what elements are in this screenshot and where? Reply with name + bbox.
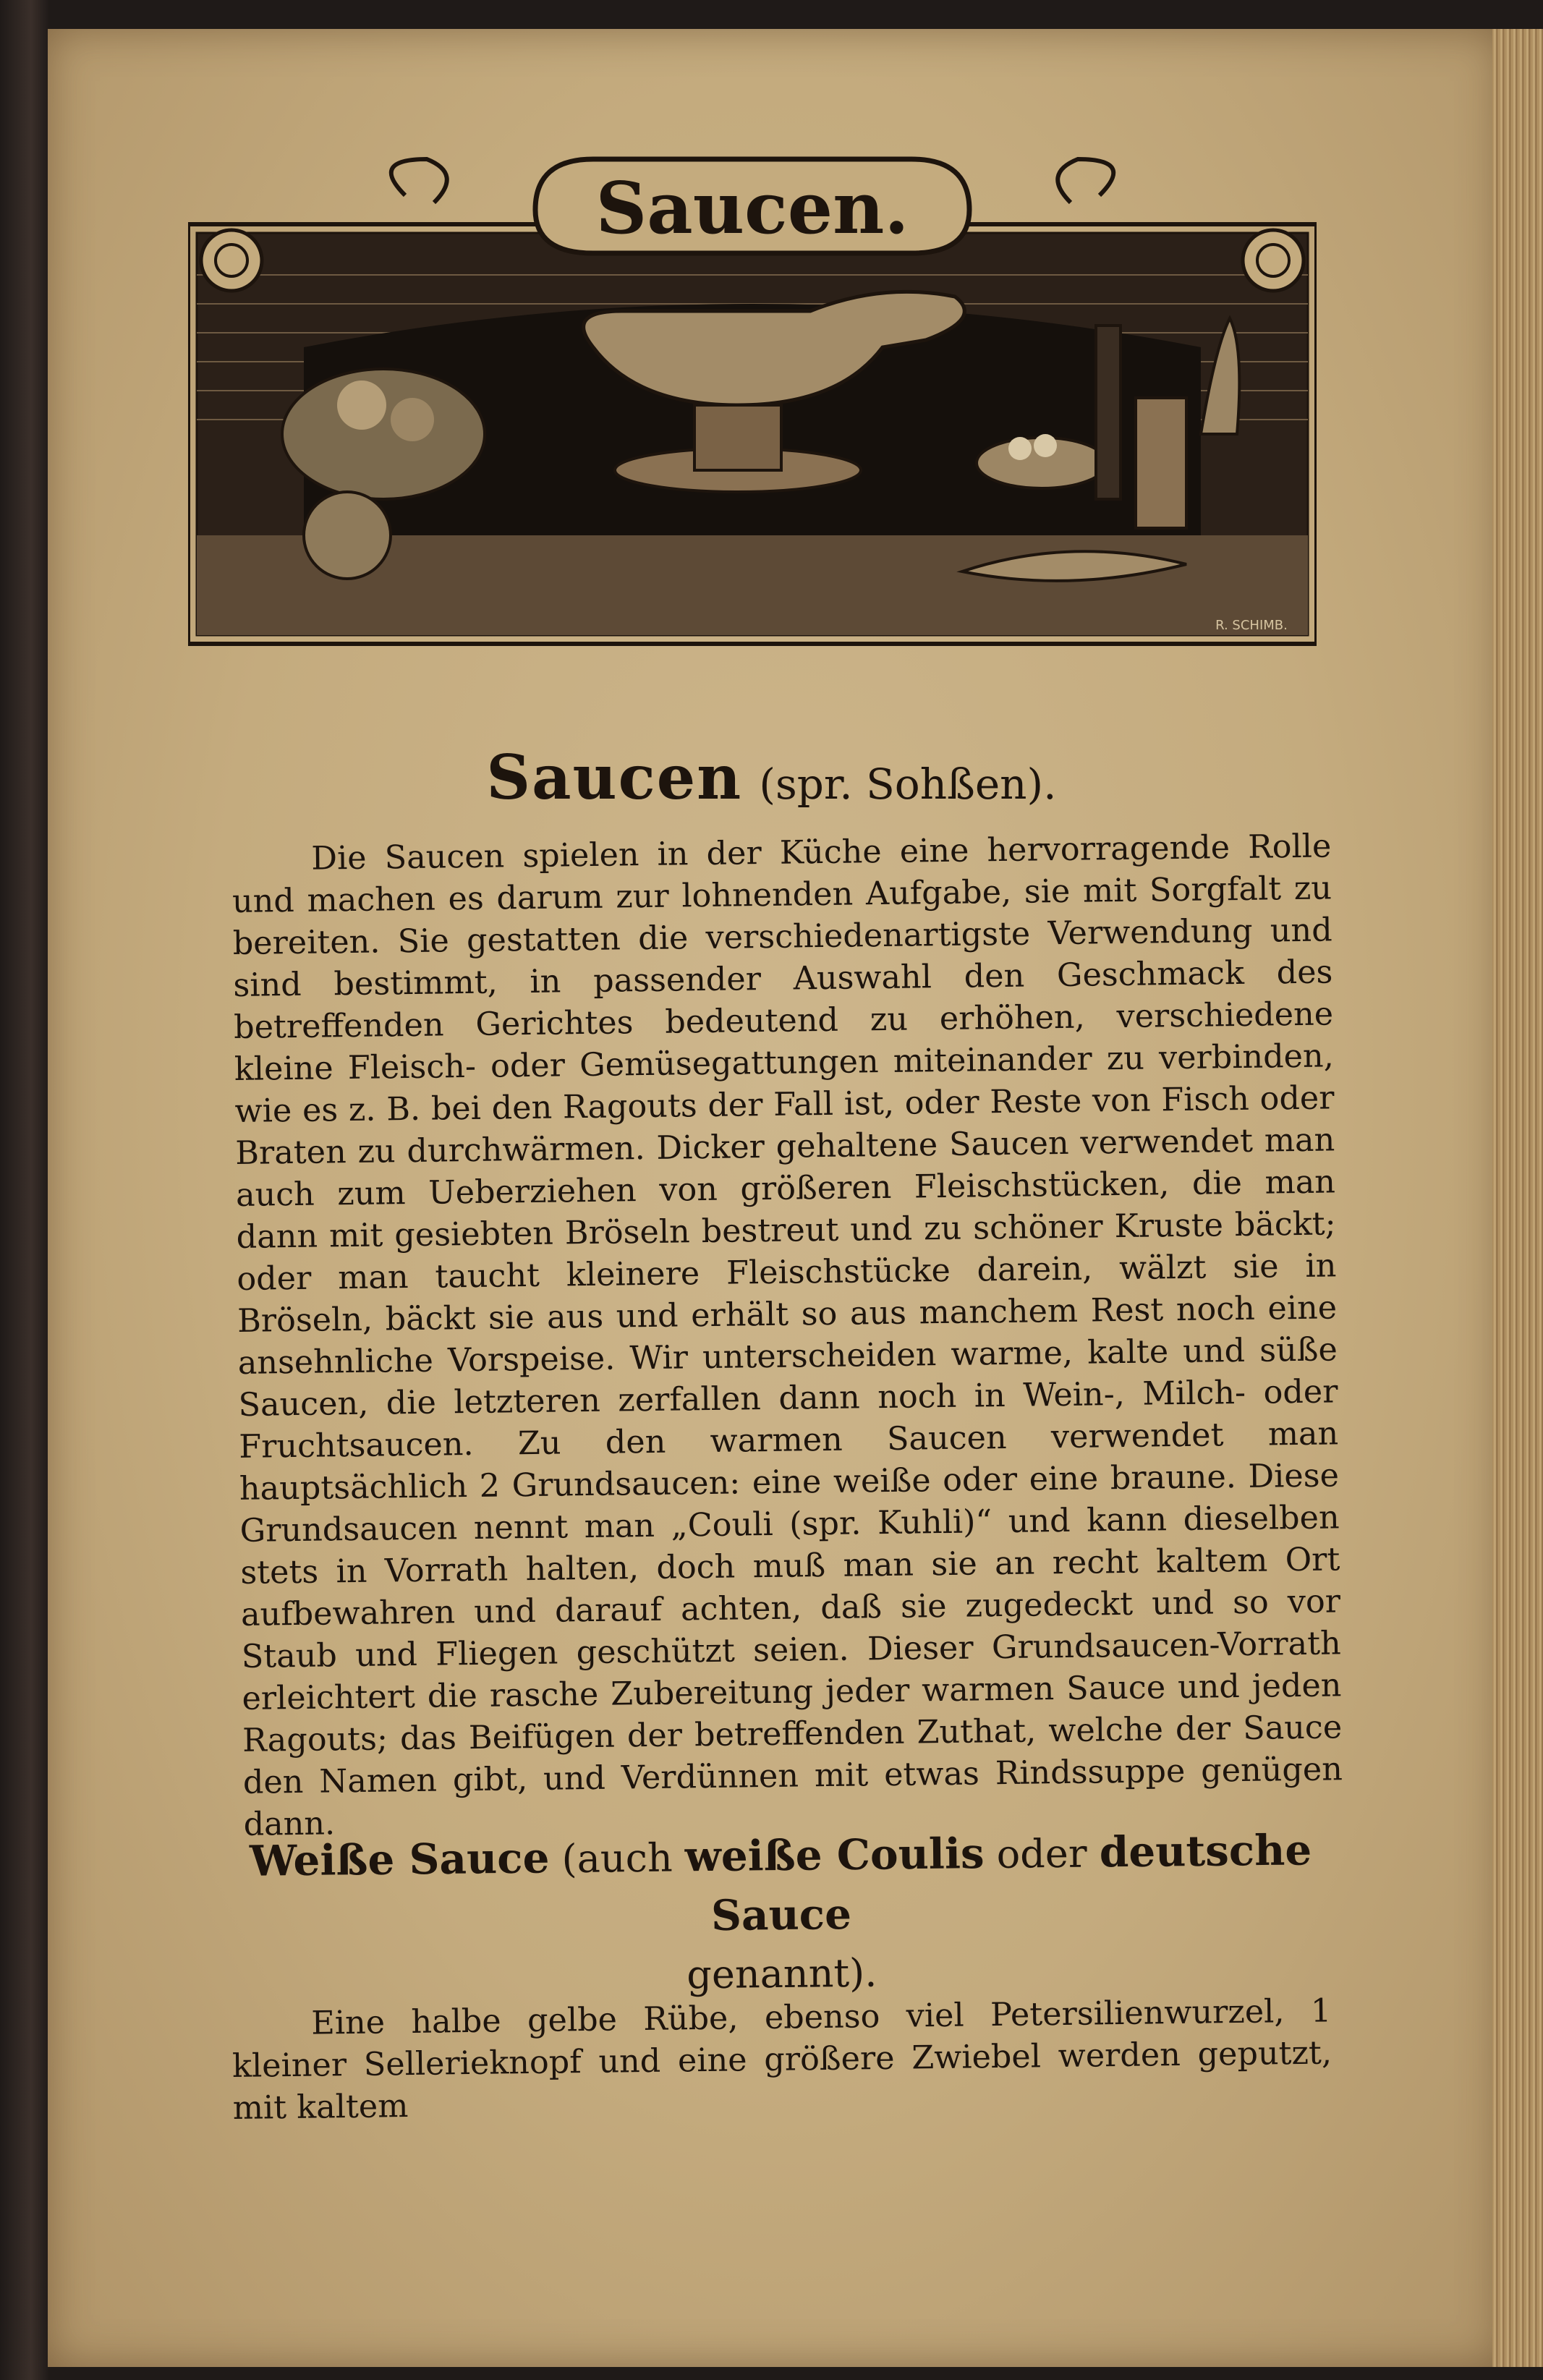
section-title-main: Saucen bbox=[486, 741, 743, 813]
section-title bbox=[0, 741, 1543, 813]
recipe-heading-part6: genannt). bbox=[687, 1950, 877, 1998]
recipe-heading bbox=[231, 1821, 1332, 2009]
recipe-heading-part5: deutsche Sauce bbox=[710, 1825, 1312, 1941]
intro-paragraph: Die Saucen spielen in der Küche eine hervorragende Rolle und machen es darum zur lohnenden Aufgabe, sie mit Sorgfalt zu bereiten. Sie gestatten die verschiedenartigste Verwendung und sind bestimmt, in passender Auswahl den Geschmack des betreffenden Gerichtes bedeutend zu erhöhen, verschiedene kleine Fleisch- oder Gemüsegattungen miteinander zu verbinden, wie es z. B. bei den Ragouts der Fall ist, oder Reste von Fisch oder Braten zu durchwärmen. Dicker gehaltene Saucen verwendet man auch zum Ueberziehen von größeren Fleischstücken, die man dann mit gesiebten Bröseln bestreut und zu schöner Kruste bäckt; oder man taucht kleinere Fleischstücke darein, wälzt sie in Bröseln, bäckt sie aus und erhält so aus manchem Rest noch eine ansehnliche Vorspeise. Wir unterscheiden warme, kalte und süße Saucen, die letzteren zerfallen dann noch in Wein-, Milch- oder Fruchtsaucen. Zu den warmen Saucen verwendet man hauptsächlich 2 Grundsaucen: eine weiße oder eine braune. Diese Grundsaucen nennt man „Couli (spr. Kuhli)“ und kann dieselben stets in Vorrath halten, doch muß man sie an recht kaltem Ort aufbewahren und darauf achten, daß sie zugedeckt und so vor Staub und Fliegen geschützt seien. Dieser Grundsaucen-Vorrath erleichtert die rasche Zubereitung jeder warmen Sauce und jeden Ragouts; das Beifügen der betreffenden Zuthat, welche der Sauce den Namen gibt, und Verdünnen mit etwas Rindssuppe genügen dann. bbox=[231, 828, 1343, 1843]
engraver-signature: R. SCHIMB. bbox=[1215, 618, 1288, 633]
recipe-heading-part4: oder bbox=[996, 1830, 1087, 1877]
banner-title: Saucen. bbox=[595, 167, 909, 250]
section-title-pronunciation: (spr. Sohßen). bbox=[759, 760, 1057, 809]
recipe-heading-part1: Weiße Sauce bbox=[249, 1833, 550, 1886]
recipe-heading-part3: weiße Coulis bbox=[684, 1829, 985, 1882]
header-illustration bbox=[188, 130, 1317, 666]
recipe-heading-part2: (auch bbox=[561, 1835, 673, 1882]
recipe-paragraph: Eine halbe gelbe Rübe, ebenso viel Petersilienwurzel, 1 kleiner Sellerieknopf und eine größere Zwiebel werden geputzt, mit kaltem bbox=[231, 1992, 1332, 2127]
page-edges bbox=[1492, 29, 1543, 2367]
